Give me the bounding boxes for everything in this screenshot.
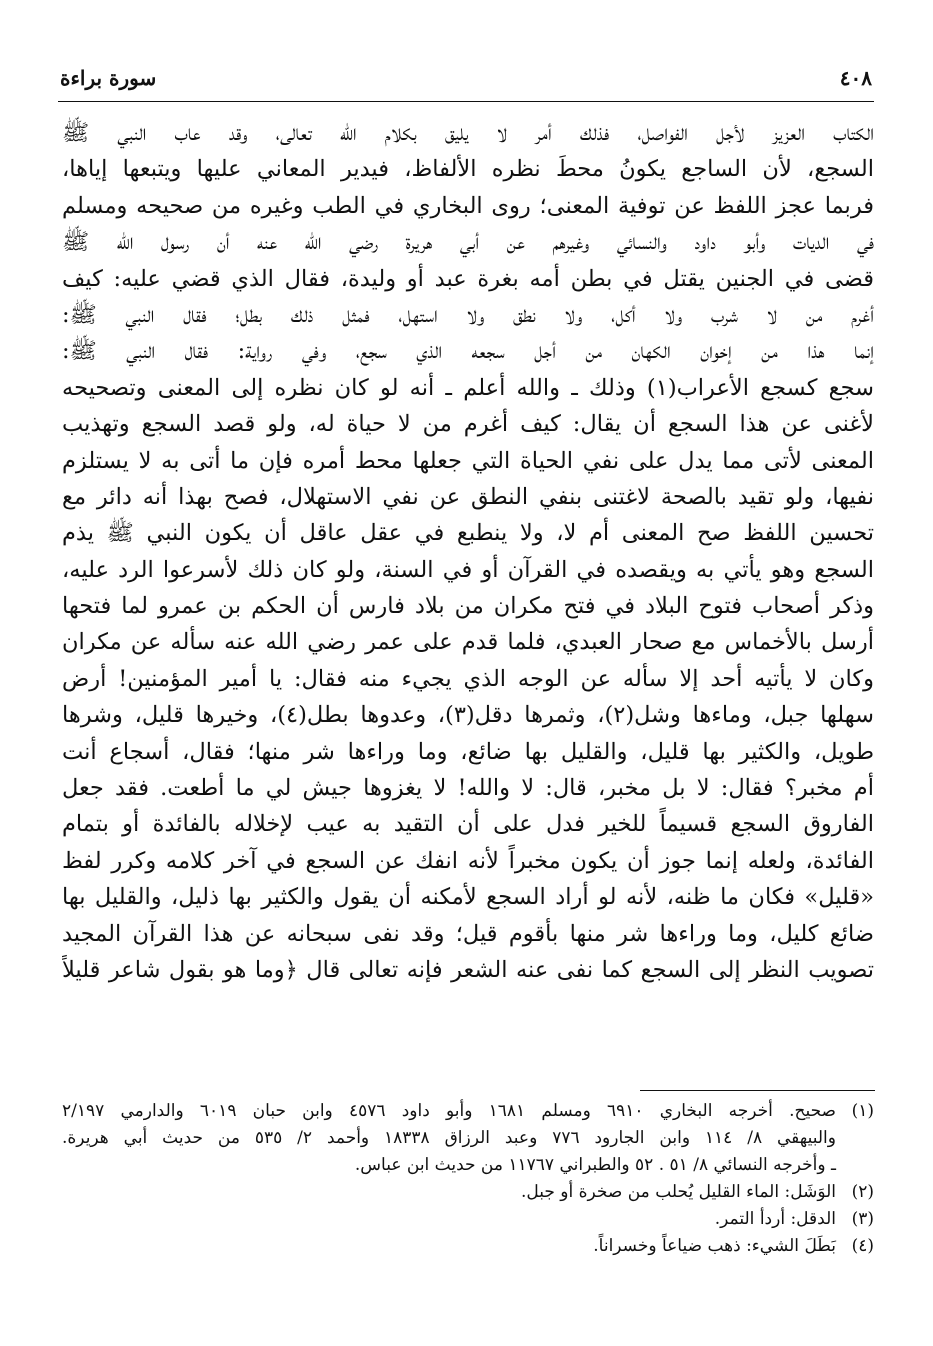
text-line: «قليل» فكان ما ظنه، لأنه لو أراد السجع لأمكنه أن يقول والكثير بها ذليل، والقليل بها <box>62 884 874 911</box>
footnote-text: بَطَلَ الشيء: ذهب ضياعاً وخسراناً. <box>593 1236 836 1256</box>
text-line: نفيها، ولو تقيد بالصحة لاغتنى بنفي النطق عن نفي الاستهلال، فصح بهذا أنه دائر مع <box>62 483 874 510</box>
text-line: إنما هذا من إخوان الكهان من أجل سجعه الذي سجع، وفي رواية: فقال النبي ﷺ: <box>62 338 874 365</box>
header-divider <box>58 101 874 102</box>
text-line: أم مخبر؟ فقال: لا بل مخبر، قال: لا والله! لا يغزوها جيش لي ما أطعت. فقد جعل <box>62 775 874 802</box>
footnote-number: (٢) <box>851 1182 874 1202</box>
text-line: السجع، لأن الساجع يكونُ محطَ نظره الألفاظ، فيدير المعاني عليها ويتبعها إياها، <box>62 156 874 183</box>
text-line: قضى في الجنين يقتل في بطن أمه بغرة عبد أو وليدة، فقال الذي قضي عليه: كيف <box>62 265 874 292</box>
text-line: السجع وهو يأتي به ويقصده في القرآن أو في السنة، ولو كان ذلك لأسرعوا الرد عليه، <box>62 556 874 583</box>
footnote-line <box>62 1233 874 1260</box>
footnote-line <box>62 1098 874 1125</box>
footnote-text: الوَشَل: الماء القليل يُحلب من صخرة أو جبل. <box>520 1182 836 1202</box>
footnote-line <box>62 1206 874 1233</box>
surah-title: سورة براءة <box>60 66 157 90</box>
footnote-line <box>62 1125 874 1152</box>
text-line: في الديات وأبو داود والنسائي وغيرهم عن أبي هريرة رضي الله عنه أن رسول الله ﷺ <box>62 229 874 256</box>
text-line: فربما عجز اللفظ عن توفية المعنى؛ روى البخاري في الطب وغيره من صحيحه ومسلم <box>62 192 874 219</box>
text-line: الكتاب العزيز لأجل الفواصل، فذلك أمر لا يليق بكلام الله تعالى، وقد عاب النبي ﷺ <box>62 120 874 146</box>
footnote-line <box>62 1179 874 1206</box>
footnote-number: (١) <box>851 1101 874 1121</box>
text-line: سجع كسجع الأعراب(١) وذلك ـ والله أعلم ـ أنه لو كان نظره إلى المعنى وتصحيحه <box>62 374 874 401</box>
text-line: وكان لا يأتيه أحد إلا سأله عن الوجه الذي يجيء منه فقال: يا أمير المؤمنين! أرض <box>62 665 874 692</box>
footnote-text: ـ وأخرجه النسائي ٨/ ٥١ . ٥٢ والطبراني ١١٧٦٧ من حديث ابن عباس. <box>354 1155 836 1175</box>
footnote-text: والبيهقي ٨/ ١١٤ وابن الجارود ٧٧٦ وعبد الرزاق ١٨٣٣٨ وأحمد ٢/ ٥٣٥ من حديث أبي هريرة. <box>62 1128 836 1148</box>
page-number: ٤٠٨ <box>839 66 872 90</box>
text-line: أرسل بالأخماس مع صحار العبدي، فلما قدم على عمر رضي الله عنه سأله عن مكران <box>62 629 874 656</box>
text-line: لأغنى عن هذا السجع أن يقال: كيف أغرم من لا حياة له، ولو قصد السجع وتهذيب <box>62 411 874 438</box>
text-line: المعنى لأتى مما يدل على نفي الحياة التي جعلها محط أمره فإن ما أتى به لا يستلزم <box>62 447 874 474</box>
footnote-number: (٤) <box>851 1236 874 1256</box>
text-line: أغرم من لا شرب ولا أكل، ولا نطق ولا استهل، فمثل ذلك بطل؛ فقال النبي ﷺ: <box>62 301 874 328</box>
page-header <box>60 66 872 96</box>
text-line: طويل، والكثير بها قليل، والقليل بها ضائع، وما وراءها شر منها؛ فقال، أسجاع أنت <box>62 738 874 765</box>
text-line: الفاروق السجع قسيماً للخير فدل على أن التقيد به عيب لإخلاله بالفائدة أو بتمام <box>62 811 874 838</box>
text-line: الفائدة، ولعله إنما جوز أن يكون مخبراً لأنه انفك عن السجع في آخر كلامه وكرر لفظ <box>62 847 874 874</box>
footnote-text: صحيح. أخرجه البخاري ٦٩١٠ ومسلم ١٦٨١ وأبو داود ٤٥٧٦ وابن حبان ٦٠١٩ والدارمي ٢/١٩٧ <box>62 1101 836 1121</box>
main-text <box>62 115 874 988</box>
footnote-text: الدقل: أردأ التمر. <box>714 1209 836 1229</box>
text-line: تصويب النظر إلى السجع كما نفى عنه الشعر فإنه تعالى قال ﴿وما هو بقول شاعر قليلاً <box>62 956 874 983</box>
footnote-number: (٣) <box>851 1209 874 1229</box>
footnote-divider <box>640 1090 875 1091</box>
text-line: سهلها جبل، وماءها وشل(٢)، وثمرها دقل(٣)، وعدوها بطل(٤)، وخيرها قليل، وشرها <box>62 702 874 729</box>
text-line: ضائع كليل، وما وراءها شر منها بأقوم قيل؛ وقد نفى سبحانه عن هذا القرآن المجيد <box>62 920 874 947</box>
text-line: وذكر أصحاب فتوح البلاد في فتح مكران من بلاد فارس أن الحكم بن عمرو لما فتحها <box>62 593 874 620</box>
footnotes <box>62 1098 874 1260</box>
footnote-line <box>62 1152 874 1179</box>
text-line: تحسين اللفظ صح المعنى أم لا، ولا ينطبع في عقل عاقل أن يكون النبي ﷺ يذم <box>62 520 874 547</box>
